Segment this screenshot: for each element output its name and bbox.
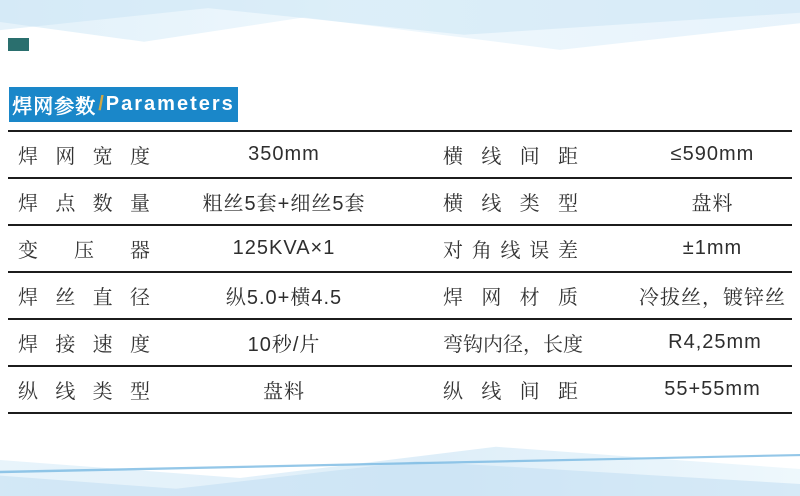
top-ribbon-decoration: [0, 0, 800, 58]
title-slash: /: [98, 93, 104, 115]
top-ribbon-layer-2: [0, 0, 800, 58]
top-ribbon-layer-1: [0, 0, 800, 58]
param-label: 横线间距: [443, 146, 578, 168]
param-label: 焊网宽度: [18, 146, 150, 168]
table-row: [8, 271, 792, 318]
param-label: 横线类型: [443, 193, 578, 215]
param-value: ±1mm: [682, 237, 743, 259]
teal-accent-rect: [8, 38, 29, 51]
param-value: 盘料: [691, 193, 734, 215]
param-label: 焊接速度: [18, 334, 150, 356]
table-row: [8, 365, 792, 412]
param-label: 焊点数量: [18, 193, 150, 215]
table-row: [8, 318, 792, 365]
param-label: 对角线误差: [443, 240, 578, 262]
param-value: 55+55mm: [664, 378, 761, 400]
section-title-en: Parameters: [105, 93, 235, 115]
param-value: R4,25mm: [668, 331, 762, 353]
param-value: 盘料: [263, 381, 305, 403]
section-title-cn: 焊网参数: [12, 96, 97, 118]
param-value: 纵5.0+横4.5: [225, 287, 343, 309]
table-row: [8, 130, 792, 177]
param-value: 粗丝5套+细丝5套: [202, 193, 366, 215]
param-label: 纵线类型: [18, 381, 150, 403]
param-label: 纵线间距: [443, 381, 578, 403]
param-value: 10秒/片: [247, 334, 321, 356]
param-label: 弯钩内径，长度: [443, 334, 583, 356]
bottom-ribbon-line: [0, 436, 800, 496]
param-label: 焊网材质: [443, 287, 578, 309]
bottom-ribbon-layer-2: [0, 436, 800, 496]
parameters-table: [8, 130, 792, 414]
param-label: 焊丝直径: [18, 287, 150, 309]
param-label: 变压器: [18, 240, 150, 262]
param-value: 冷拔丝，镀锌丝: [639, 287, 786, 309]
param-value: 125KVA×1: [232, 237, 336, 259]
table-row: [8, 224, 792, 271]
section-header-badge: [9, 87, 238, 122]
bottom-ribbon-decoration: [0, 436, 800, 496]
param-value: 350mm: [248, 143, 320, 165]
bottom-ribbon-layer-1: [0, 436, 800, 496]
param-value: ≤590mm: [670, 143, 755, 165]
table-row: [8, 177, 792, 224]
